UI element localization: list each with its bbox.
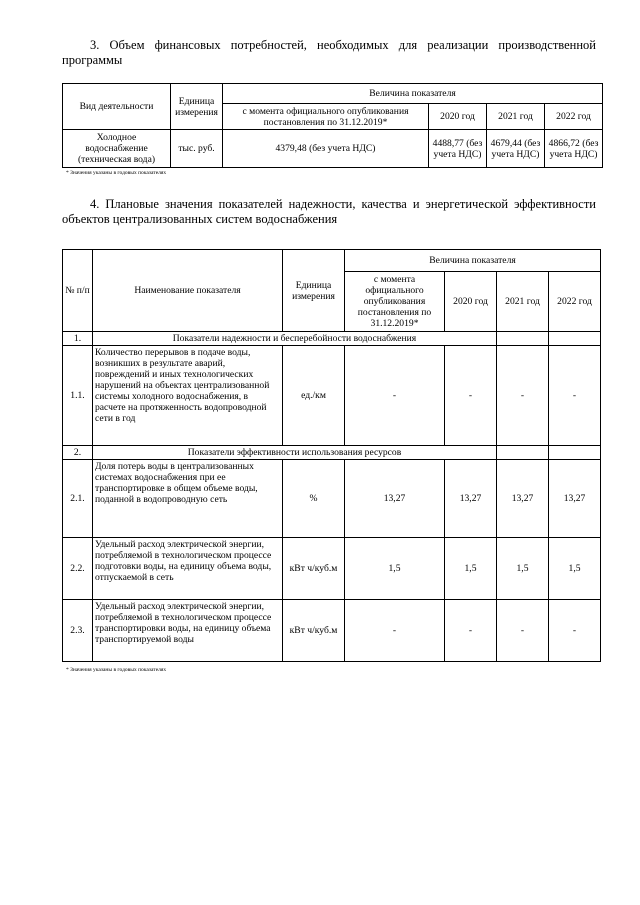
row-num: 2.3. (63, 600, 93, 662)
col-value-header: Величина показателя (223, 84, 603, 104)
indicator-name: Доля потерь воды в централизованных системах водоснабжения при ее транспортировке в общем объеме воды, поданной в водопроводную сеть (93, 460, 283, 538)
y2022-value-cell: 1,5 (549, 538, 601, 600)
unit-cell: кВт ч/куб.м (283, 538, 345, 600)
y2020-value-cell: 4488,77 (без учета НДС) (429, 130, 487, 168)
empty-cell (549, 332, 601, 346)
financial-needs-table (62, 83, 603, 168)
group-row (63, 446, 601, 460)
y2020-value-cell: 13,27 (445, 460, 497, 538)
activity-cell: Холодное водоснабжение (техническая вода) (63, 130, 171, 168)
y2021-value-cell: 13,27 (497, 460, 549, 538)
y2022-value-cell: 13,27 (549, 460, 601, 538)
empty-cell (549, 446, 601, 460)
group1-title: Показатели надежности и бесперебойности водоснабжения (93, 332, 497, 346)
table-row (63, 538, 601, 600)
group1-num: 1. (63, 332, 93, 346)
y2021-value-cell: 4679,44 (без учета НДС) (487, 130, 545, 168)
col-2020-header: 2020 год (445, 272, 497, 332)
unit-cell: ед./км (283, 346, 345, 446)
y2022-value-cell: - (549, 600, 601, 662)
col-unit-header: Единица измерения (171, 84, 223, 130)
since-value-cell: 13,27 (345, 460, 445, 538)
unit-cell: тыс. руб. (171, 130, 223, 168)
col-since-header: с момента официального опубликования постановления по 31.12.2019* (345, 272, 445, 332)
col-unit-header: Единица измерения (283, 250, 345, 332)
col-name-header: Наименование показателя (93, 250, 283, 332)
y2021-value-cell: - (497, 346, 549, 446)
y2020-value-cell: 1,5 (445, 538, 497, 600)
unit-cell: кВт ч/куб.м (283, 600, 345, 662)
col-2022-header: 2022 год (549, 272, 601, 332)
table-row (63, 600, 601, 662)
y2020-value-cell: - (445, 600, 497, 662)
col-2020-header: 2020 год (429, 104, 487, 130)
since-value-cell: 4379,48 (без учета НДС) (223, 130, 429, 168)
col-2021-header: 2021 год (487, 104, 545, 130)
since-value-cell: 1,5 (345, 538, 445, 600)
group2-title: Показатели эффективности использования ресурсов (93, 446, 497, 460)
y2022-value-cell: - (549, 346, 601, 446)
table-row (63, 346, 601, 446)
table-row (63, 460, 601, 538)
group2-num: 2. (63, 446, 93, 460)
indicator-name: Удельный расход электрической энергии, потребляемой в технологическом процессе транспортировки воды, на единицу объема транспортируемой воды (93, 600, 283, 662)
row-num: 2.2. (63, 538, 93, 600)
indicator-name: Удельный расход электрической энергии, потребляемой в технологическом процессе подготовки воды, на единицу объема воды, отпускаемой в сеть (93, 538, 283, 600)
y2020-value-cell: - (445, 346, 497, 446)
col-num-header: № п/п (63, 250, 93, 332)
y2022-value-cell: 4866,72 (без учета НДС) (545, 130, 603, 168)
indicator-name: Количество перерывов в подаче воды, возникших в результате аварий, повреждений и иных технологических нарушений на объектах централизованной системы холодного водоснабжения, в расчете на протяженность водопроводной сети в год (93, 346, 283, 446)
col-since-header: с момента официального опубликования постановления по 31.12.2019* (223, 104, 429, 130)
row-num: 1.1. (63, 346, 93, 446)
indicators-table (62, 249, 601, 662)
section4-footnote: * Значения указаны в годовых показателях (66, 667, 167, 673)
section3-heading: 3. Объем финансовых потребностей, необходимых для реализации производственной программы (62, 38, 596, 67)
section3-footnote: * Значения указаны в годовых показателях (66, 170, 167, 176)
y2021-value-cell: - (497, 600, 549, 662)
table-row (63, 130, 603, 168)
empty-cell (497, 446, 549, 460)
section4-heading: 4. Плановые значения показателей надежности, качества и энергетической эффективности объектов централизованных систем водоснабжения (62, 197, 596, 226)
empty-cell (497, 332, 549, 346)
col-2021-header: 2021 год (497, 272, 549, 332)
y2021-value-cell: 1,5 (497, 538, 549, 600)
since-value-cell: - (345, 600, 445, 662)
unit-cell: % (283, 460, 345, 538)
col-2022-header: 2022 год (545, 104, 603, 130)
col-activity-header: Вид деятельности (63, 84, 171, 130)
group-row (63, 332, 601, 346)
row-num: 2.1. (63, 460, 93, 538)
col-value-header: Величина показателя (345, 250, 601, 272)
since-value-cell: - (345, 346, 445, 446)
